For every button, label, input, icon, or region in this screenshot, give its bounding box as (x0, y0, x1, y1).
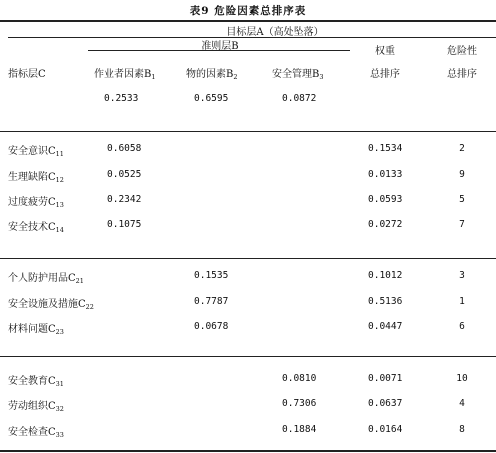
indicator-c12-rank: 9 (459, 169, 465, 180)
indicator-c33-b3-value: 0.1884 (282, 424, 317, 435)
table-title: 表9 危险因素总排序表 (189, 5, 307, 17)
indicator-c22-b2-value: 0.7787 (194, 296, 229, 307)
indicator-c13-b1-value: 0.2342 (107, 194, 142, 205)
top-rule (0, 20, 496, 22)
indicator-c11-rank: 2 (459, 143, 465, 154)
weight-header-line2: 总排序 (370, 69, 400, 80)
indicator-c13-rank: 5 (459, 194, 465, 205)
indicator-c33-weight: 0.0164 (368, 424, 403, 435)
group2-bottom-rule (0, 356, 496, 357)
indicator-c32-label: 劳动组织$C_{32}$ (8, 401, 64, 413)
indicator-c14-b1-value: 0.1075 (107, 219, 142, 230)
risk-header-line2: 总排序 (447, 69, 477, 80)
indicator-c14-rank: 7 (459, 219, 465, 230)
indicator-c12-weight: 0.0133 (368, 169, 403, 180)
criteria-b1-weight: 0.2533 (104, 93, 139, 104)
group1-bottom-rule (0, 258, 496, 259)
indicator-c31-label: 安全教育$C_{31}$ (8, 376, 64, 388)
indicator-c23-weight: 0.0447 (368, 321, 403, 332)
indicator-c12-label: 生理缺陷$C_{12}$ (8, 172, 64, 184)
indicator-c21-rank: 3 (459, 270, 465, 281)
indicator-c21-label: 个人防护用品$C_{21}$ (8, 273, 84, 285)
criteria-b1-label: 作业者因素$B_1$ (94, 69, 156, 81)
criteria-header: 准则层B (201, 41, 239, 52)
indicator-c11-weight: 0.1534 (368, 143, 403, 154)
indicator-c31-weight: 0.0071 (368, 373, 403, 384)
indicator-c21-weight: 0.1012 (368, 270, 403, 281)
indicator-c32-rank: 4 (459, 398, 465, 409)
indicator-c14-label: 安全技术$C_{14}$ (8, 222, 64, 234)
indicator-c32-b3-value: 0.7306 (282, 398, 317, 409)
indicator-header: 指标层C (8, 69, 46, 80)
indicator-c11-b1-value: 0.6058 (107, 143, 142, 154)
indicator-c33-label: 安全检查$C_{33}$ (8, 427, 64, 439)
indicator-c13-weight: 0.0593 (368, 194, 403, 205)
criteria-b3-weight: 0.0872 (282, 93, 317, 104)
indicator-c32-weight: 0.0637 (368, 398, 403, 409)
indicator-c22-weight: 0.5136 (368, 296, 403, 307)
weight-header-line1: 权重 (375, 46, 395, 57)
target-header: 目标层A（高处坠落） (226, 27, 324, 38)
indicator-c33-rank: 8 (459, 424, 465, 435)
header-bottom-rule (0, 131, 496, 132)
indicator-c23-rank: 6 (459, 321, 465, 332)
criteria-b2-label: 物的因素$B_2$ (186, 69, 238, 81)
indicator-c23-b2-value: 0.0678 (194, 321, 229, 332)
bottom-rule (0, 450, 496, 452)
indicator-c22-label: 安全设施及措施$C_{22}$ (8, 299, 94, 311)
indicator-c11-label: 安全意识$C_{11}$ (8, 146, 64, 158)
indicator-c12-b1-value: 0.0525 (107, 169, 142, 180)
indicator-c23-label: 材料问题$C_{23}$ (8, 324, 64, 336)
risk-header-line1: 危险性 (447, 46, 477, 57)
indicator-c21-b2-value: 0.1535 (194, 270, 229, 281)
indicator-c13-label: 过度疲劳$C_{13}$ (8, 197, 64, 209)
indicator-c31-b3-value: 0.0810 (282, 373, 317, 384)
criteria-b3-label: 安全管理$B_3$ (272, 69, 324, 81)
criteria-b2-weight: 0.6595 (194, 93, 229, 104)
indicator-c14-weight: 0.0272 (368, 219, 403, 230)
indicator-c31-rank: 10 (456, 373, 468, 384)
indicator-c22-rank: 1 (459, 296, 465, 307)
